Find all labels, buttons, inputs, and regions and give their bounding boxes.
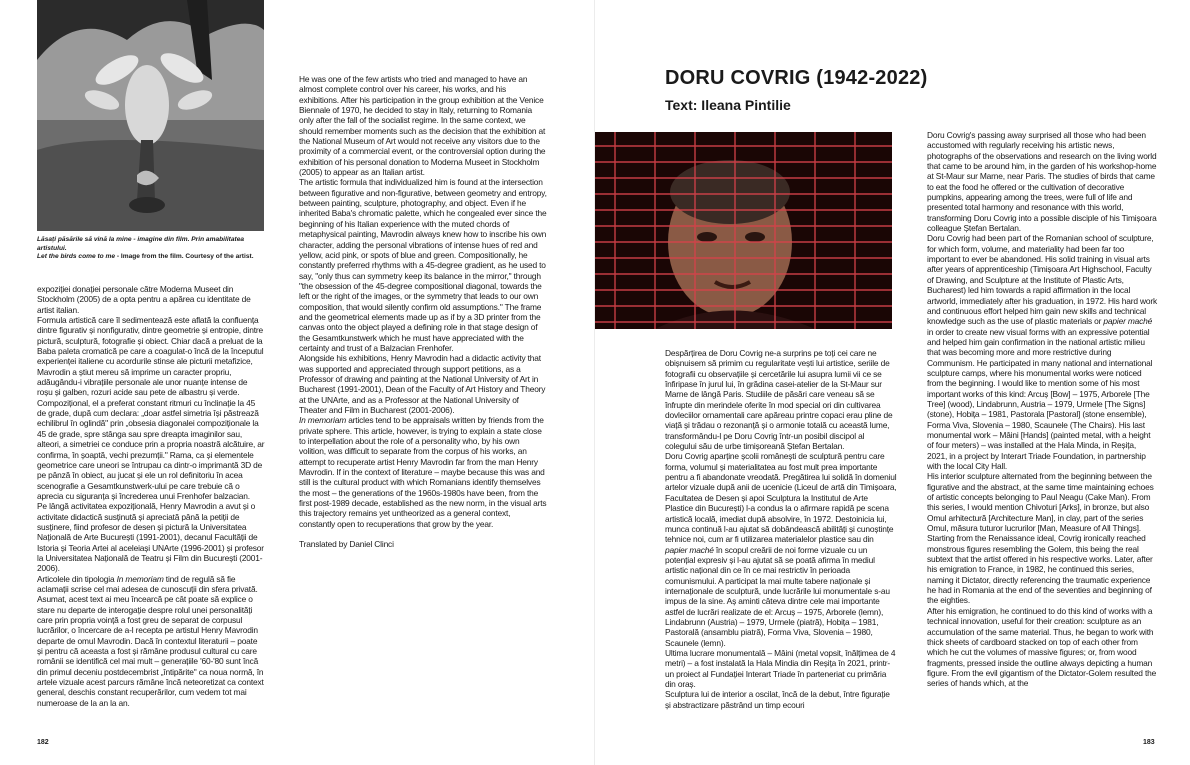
article-author: Text: Ileana Pintilie bbox=[665, 97, 791, 113]
text-run: articles tend to be appraisals written by friends from the private sphere. This article, however, is trying to explain a state close to interpellation about the role of a personality who, by his own volition, was difficult to separate from the corpus of his works, an attempt to recuperate artist Henry Mavrodin far from the man Henry Mavrodin. If in the context of literature – maybe because this was and still is the cultural product with which Romanians identify themselves the most – the generations of the 1960s-1980s have been, from the first post-1989 decade, established as the new norm, in the visual arts this trajectory remains yet untheorized as a general context, constantly open to recuperations that grow by the year. bbox=[299, 415, 547, 529]
paragraph bbox=[927, 233, 1158, 471]
text-run: in order to create new visual forms with an expressive potential and helped him gain confirmation in the national artistic milieu that was becoming more and more restrictive during Communism. He participated in many national and international sculpture camps, where his monumental works were noticed from the beginning. I would like to mention some of his most important works of this kind: Arcuș [Bow] – 1975, Arborele [The Tree] (wood), Lindabrunn, Austria – 1979, Urmele [The Signs] (stone), Hobița – 1981, Pastorala [Pastoral] (stone ensemble), Forma Viva, Slovenia – 1980, Scaunele (The Chairs). His last monumental work – Mâini [Hands] (painted metal, with a height of four meters) – was installed at the Hala Minda, in Reșița, 2021, in a project by Interart Triade Foundation, in partnership with the local City Hall. bbox=[927, 326, 1153, 471]
paragraph bbox=[37, 574, 265, 708]
italic-term: papier maché bbox=[665, 544, 714, 555]
paragraph: Pe lângă activitatea expozițională, Henry Mavrodin a avut și o activitate didactică susținută și apreciată până la petiții de susținere, fiind profesor de desen și pictură la Universitatea Națională de Arte București (1991-2001), decanul Facultății de Istoria și Teoria Artei al aceleiași UNArte (1996-2001) și profesor la Universitatea Națională de Teatru și Film din București (2001-2006). bbox=[37, 501, 264, 574]
photo-caption-en-title: Let the birds come to me bbox=[37, 253, 116, 261]
paragraph: Despărțirea de Doru Covrig ne-a surprins pe toți cei care ne obișnuisem să primim cu regularitate vești lui artistice, seriile de fotografii cu observațiile și cercetările lui asupra lumii vii ce se înfiripase în jurul lui, în grădina casei-atelier de la St-Maur sur Marne de lângă Paris. Studiile de păsări care veneau să se înfrupte din merindele oferite în mod special ori din cultivarea dovleciilor ornamentali care apăreau printre copaci erau pline de viață și trădau o rezonanță și o armonie totală cu această lume, transformându-l pe Doru Covrig într-un posibil discipol al colegului său de urbe timișoreană Ștefan Bertalan. bbox=[665, 348, 893, 452]
italic-term: papier maché bbox=[1103, 316, 1153, 327]
artist-portrait-photo bbox=[595, 132, 892, 329]
paragraph: After his emigration, he continued to do this kind of works with a technical innovation, useful for their creation: sculpture as an accumulation of the same material. Thus, he began to work with thick sheets of cardboard stacked on top of each other from which he cut the volumes of massive figures; or, from wood fragments, pressed inside the outline always depicting a human figure. From the evil gigantism of the Dictator-Golem resulted the series of hands which, at the bbox=[927, 605, 1157, 689]
paragraph: expoziției donației personale către Moderna Museet din Stockholm (2005) de a opta pentru a apărea cu identitate de artist italian. bbox=[37, 284, 251, 315]
left-column-english bbox=[299, 74, 547, 549]
left-column-romanian bbox=[37, 284, 265, 708]
right-column-romanian bbox=[665, 348, 897, 710]
photo-caption bbox=[37, 236, 262, 262]
artist-portrait-image bbox=[595, 132, 892, 329]
text-run: tind de regulă să fie aclamații scrise cel mai adesea de cunoscuții din sfera privată. Asumat, acest text ai meu încearcă pe cât poate să explice o stare nu departe de interogație despre rolul unei personalități care prin propria voință a fost greu de separat de corpusul lucrărilor, o încercare de a-l recepta pe artistul Henry Mavrodin departe de omul Mavrodin. Dacă în contextul literaturii – poate și pentru că aceasta a fost și rămâne produsul cultural cu care românii se identifică cel mai mult – generațiile '60-'80 sunt încă din primul deceniu postdecembrist „întipărite" ca noua normă, în artele vizuale acest parcurs rămâne încă neteoretizat ca context general, deschis constant recuperărilor, cum vedem tot mai numeroase de la an la an. bbox=[37, 573, 264, 708]
photo-caption-en-rest: - Image from the film. Courtesy of the artist. bbox=[115, 253, 254, 261]
photo-caption-ro: Lăsați păsările să vină la mine - imagine din film. Prin amabilitatea artistului. bbox=[37, 236, 245, 252]
paragraph: Doru Covrig's passing away surprised all those who had been accustomed with regularly receiving his artistic news, photographs of the observations and research on the living world that came to be around him, in the garden of his workshop-home at St-Maur sur Marne, near Paris. The studies of birds that came to eat the food he offered or the cultivation of decorative pumpkins, appearing among the trees, were full of life and presented total harmony and resonance with this world, transforming Doru Covrig into a possible disciple of his Timișoara colleague Ștefan Bertalan. bbox=[927, 130, 1157, 234]
paragraph: Alongside his exhibitions, Henry Mavrodin had a didactic activity that was supported and appreciated through support petitions, as a Professor of drawing and painting at the National University of Art in Bucharest (1991-2001), Dean of the Faculty of Art History and Theory at the UNArte, and as a Professor at the National University of Theater and Film in Bucharest (2001-2006). bbox=[299, 353, 546, 415]
paragraph: Sculptura lui de interior a oscilat, încă de la debut, între figurație și abstractizare păstrând un timp ecouri bbox=[665, 689, 890, 710]
article-title: DORU COVRIG (1942-2022) bbox=[665, 67, 928, 89]
paragraph: The artistic formula that individualized him is found at the intersection between figurative and non-figurative, between geometry and entropy, between painting, sculpture, photography, and object. Even if he inherited Baba's chromatic palette, which he congealed ever since the beginning of his Italian experience with the muted chords of metaphysical painting, Mavrodin always knew how to inscribe his own character, adding the personal vibrations of intense hues of red and yellow, acid pink, or spots of blue and green. Compositionally, he constantly preferred rhythms with a 45-degree gradient, as he used to say, "only thus can symmetry keep its balance in the mirror," through "the obsession of the 45-degree compositional diagonal, towards the left or the right of the images, or the symmetry that leads to our own composition, that would silently confirm old assumptions." The frame and the geometrical elements made up as if by a 3D printer from the canvas onto the object played a defining role in that stage design of the Gesamtkunstwerk which he must have appreciated with the certainty and trust of a Balzacian Frenhofer. bbox=[299, 177, 547, 353]
right-column-english bbox=[927, 130, 1158, 689]
page-number-left: 182 bbox=[37, 739, 49, 746]
photo-caption-en bbox=[37, 253, 262, 262]
film-still-image bbox=[37, 0, 264, 231]
translator-credit: Translated by Daniel Clinci bbox=[299, 539, 394, 550]
paragraph: He was one of the few artists who tried and managed to have an almost complete control over his career, his works, and his exhibitions. After his participation in the group exhibition at the Venice Biennale of 1970, he decided to stay in Italy, returning to Romania only after the fall of the socialist regime. In the same context, we should remember moments such as the decision that the exhibition at the National Museum of Art would not receive any visitors due to the proximity of a commercial event, or the controversial option during the exhibition of his personal donation to Moderna Museet in Stockholm (2005) to appear as an Italian artist. bbox=[299, 74, 546, 178]
page-gutter bbox=[594, 0, 595, 765]
italic-term: In memoriam bbox=[116, 573, 164, 584]
paragraph: Ultima lucrare monumentală – Mâini (metal vopsit, înălțimea de 4 metri) – a fost instalată la Hala Mindia din Reșița în 2021, printr-un proiect al Fundației Interart Triade în parteneriat cu primăria din oraș. bbox=[665, 647, 896, 689]
paragraph bbox=[299, 415, 547, 529]
page-number-right: 183 bbox=[1143, 739, 1155, 746]
text-run: în scopul creării de noi forme vizuale cu un potențial expresiv și l-au ajutat să se poată afirma în mediul artistic național din ce în ce mai restrictiv în perioada comunismului. A participat la mai multe tabere naționale și internaționale de sculptură, unde lucrările lui monumentale s-au impus de la sine. Aș aminti câteva dintre cele mai importante astfel de lucrări realizate de el: bbox=[665, 544, 890, 617]
paragraph: His interior sculpture alternated from the beginning between the figurative and the abstract, at the same time maintaining echoes of artistic concepts belonging to Paul Neagu (Cake Man). From this series, I would mention Chivoturi [Arks], in bronze, but also Omul arhitectură [Architecture Man], in clay, part of the series Omul, măsura tuturor lucrurilor [Man, Measure of All Things]. Starting from the Renaissance ideal, Covrig ironically reached monstrous figures resembling the Golem, this being the real subtext that the artist offered in his respective works. Later, after his emigration to France, in 1982, he continued this series, naming it Dictator, directly referencing the traumatic experience he had in Romania at the end of the seventies and beginning of the eighties. bbox=[927, 471, 1154, 606]
text-run: Articolele din tipologia bbox=[37, 573, 117, 584]
film-still-photo bbox=[37, 0, 264, 231]
paragraph: Formula artistică care îl sedimentează este aflată la confluența dintre figurativ și nonfigurativ, dintre geometrie și entropie, dintre pictură, sculptură, fotografie și obiect. Chiar dacă a preluat de la Baba paleta cromatică pe care a coagulat-o încă de la începutul experienței italiene cu acordurile stinse ale picturii metafizice, Mavrodin a știut mereu să imprime un caracter propriu, adăugându-i vibrațiile personale ale unor nuanțe intense de roșu și galben, rozuri acide sau pete de albastru și verde. Compozițional, el a preferat constant ritmuri cu înclinație la 45 de grade, după cum declara: „doar astfel simetria își păstrează echilibrul în oglindă" prin „obsesia diagonalei compoziționale la 45 de grade, spre stânga sau spre dreapta imaginilor sau, alteori, a simetriei ce conduce prin a propria noastră alcătuire, ar confirma, în șoaptă, vechi prezumții." Rama, ca și elementele geometrice care uneori se întrupau ca dintr-o imprimantă 3D de pe pânză în obiect, au jucat și ele un rol definitoriu în acea scenografie a Gesamtkunstwerk-ului pe care trebuie că o aprecia cu siguranța și încrederea unui Frenhofer balzacian. bbox=[37, 315, 265, 501]
italic-term: In memoriam bbox=[299, 415, 347, 426]
text-run: Arcuș – 1975, Arborele (lemn), Lindabrunn (Austria) – 1979, Urmele (piatră), Hobița – 1981, Pastorală (ansamblu piatră), Forma Viva, Slovenia – 1980, Scaunele (lemn). bbox=[665, 606, 884, 648]
paragraph bbox=[665, 451, 897, 648]
text-run: Doru Covrig had been part of the Romanian school of sculpture, for which form, volume, and materiality had been far too important to ever be abandoned. His solid training in visual arts after years of apprenticeship (Timișoara Art Highschool, Faculty of Drawing, and Sculpture at the Institute of Plastic Arts, Bucharest) led him towards a rapid affirmation in the local artworld, immediately after his graduation, in 1972. His hard work and continuous effort helped him gain new skills and technical knowledge such as the use of plastic materials or bbox=[927, 233, 1158, 327]
text-run: Doru Covrig aparține școlii românești de sculptură pentru care forma, volumul și materialitatea au fost mult prea importante pentru a fi abandonate vreodată. Pregătirea lui solidă în domeniul artelor vizuale după anii de ucenicie (Liceul de artă din Timișoara, Facultatea de Desen și apoi Sculptura la Institutul de Arte Plastice din București) l-a condus la o afirmare rapidă pe scena artistică locală, imediat după absolvire, în 1972. Destoinicia lui, munca continuă l-au ajutat să dobândească abilități și cunoștințe tehnice noi, cum ar fi utilizarea materialelor plastice sau din bbox=[665, 451, 897, 545]
